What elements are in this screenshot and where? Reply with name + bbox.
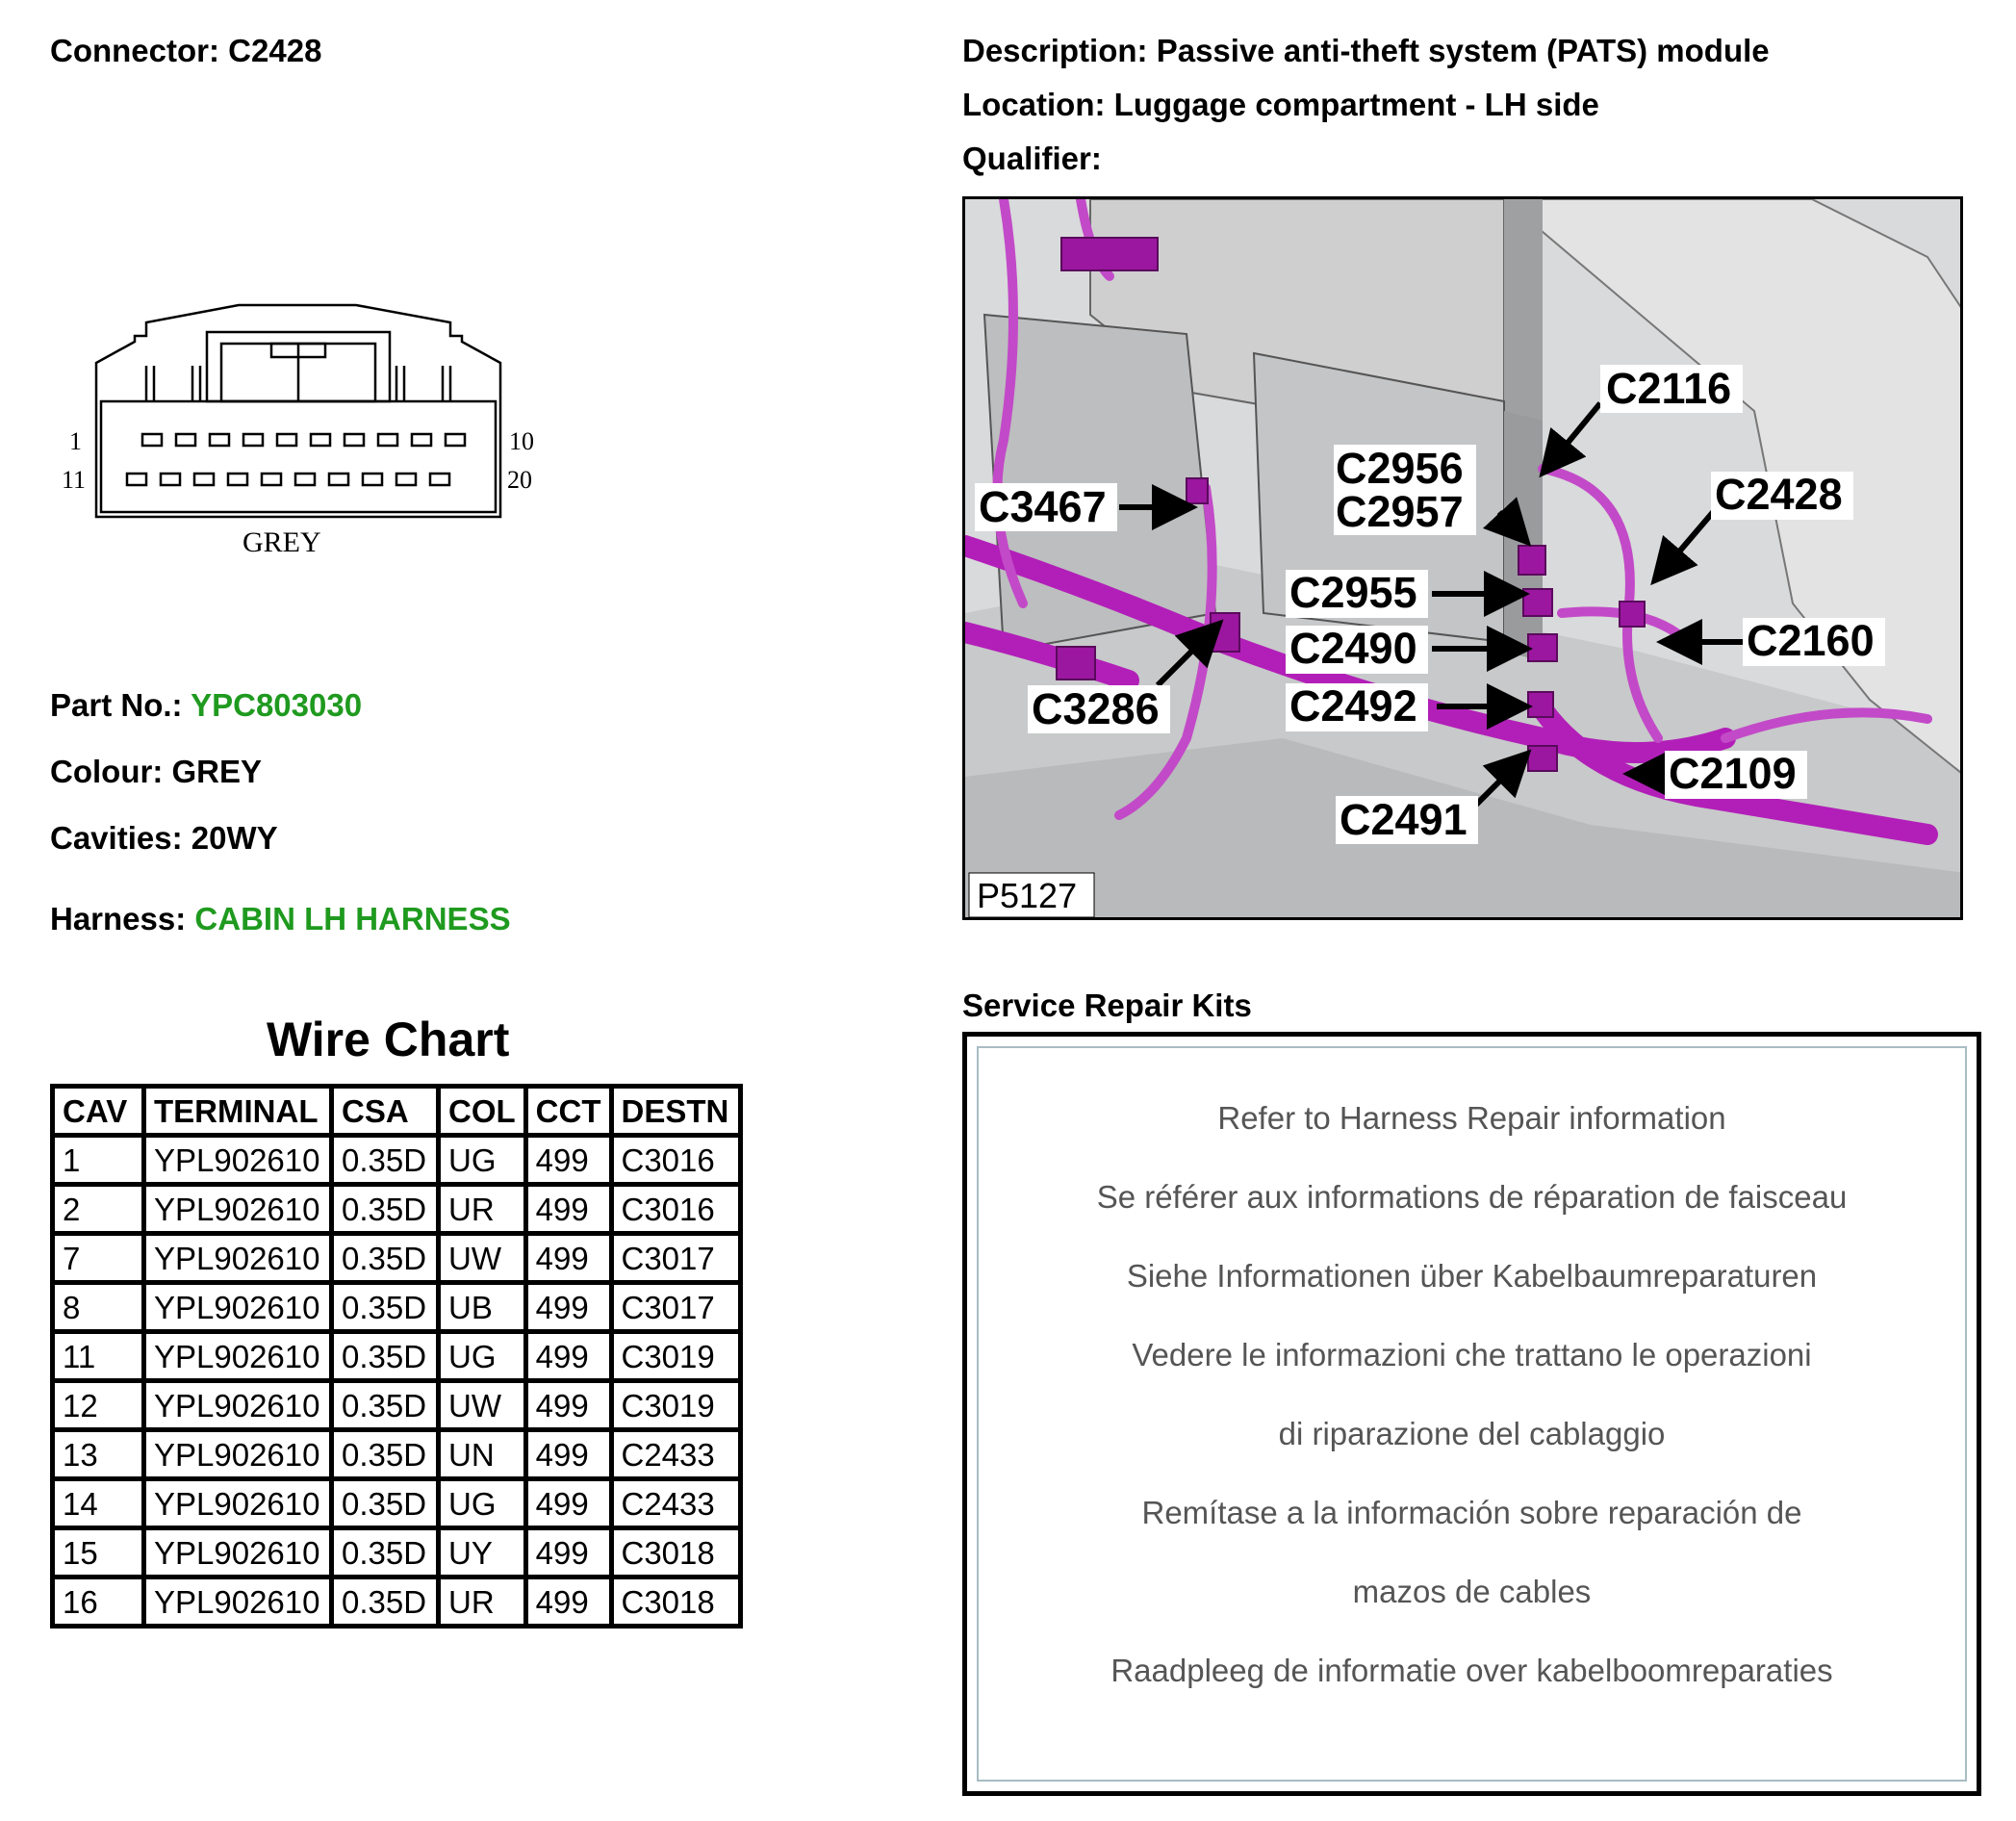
cell-col: UG — [439, 1479, 526, 1528]
callout-c2490: C2490 — [1289, 624, 1417, 673]
cell-csa: 0.35D — [332, 1185, 439, 1234]
colour-value: GREY — [171, 754, 263, 789]
cell-cav: 7 — [53, 1234, 144, 1283]
callout-c2109: C2109 — [1669, 749, 1797, 798]
table-row — [53, 1136, 741, 1185]
repair-info-line: Refer to Harness Repair information — [1217, 1100, 1726, 1136]
connector-id: C2428 — [228, 33, 322, 68]
table-row — [53, 1479, 741, 1528]
repair-info-line: mazos de cables — [1352, 1574, 1592, 1609]
cell-col: UB — [439, 1283, 526, 1332]
part-number: Part No.: YPC803030 — [50, 687, 363, 723]
cell-cct: 499 — [525, 1283, 611, 1332]
table-header-row — [53, 1087, 741, 1136]
cell-cav: 15 — [53, 1528, 144, 1577]
cell-terminal: YPL902610 — [144, 1479, 332, 1528]
cell-col: UG — [439, 1136, 526, 1185]
cell-terminal: YPL902610 — [144, 1430, 332, 1479]
cell-cav: 12 — [53, 1381, 144, 1430]
cell-destn: C3019 — [611, 1332, 740, 1381]
photo-ref-code: P5127 — [977, 876, 1078, 915]
column-header-cct: CCT — [525, 1087, 611, 1136]
column-header-cav: CAV — [53, 1087, 144, 1136]
callout-c2492: C2492 — [1289, 681, 1417, 731]
cell-terminal: YPL902610 — [144, 1283, 332, 1332]
cell-cav: 13 — [53, 1430, 144, 1479]
table-row — [53, 1577, 741, 1627]
colour-info: Colour: GREY — [50, 754, 263, 789]
service-repair-kits-title: Service Repair Kits — [962, 987, 1252, 1023]
cell-cav: 1 — [53, 1136, 144, 1185]
callout-c2116: C2116 — [1606, 364, 1732, 413]
pin-row-bottom — [127, 474, 449, 485]
cell-csa: 0.35D — [332, 1479, 439, 1528]
cell-terminal: YPL902610 — [144, 1136, 332, 1185]
cell-cav: 2 — [53, 1185, 144, 1234]
location-photo — [962, 196, 1963, 920]
cell-destn: C3018 — [611, 1528, 740, 1577]
pin-label-20: 20 — [507, 466, 532, 494]
location-heading: Location: Luggage compartment - LH side — [962, 87, 1599, 122]
connector-colour-label: GREY — [242, 526, 321, 558]
cell-col: UR — [439, 1577, 526, 1627]
cell-csa: 0.35D — [332, 1234, 439, 1283]
cell-col: UR — [439, 1185, 526, 1234]
repair-info-line: Raadpleeg de informatie over kabelboomreparaties — [1110, 1653, 1833, 1688]
callout-c2160: C2160 — [1747, 616, 1875, 665]
cell-cct: 499 — [525, 1234, 611, 1283]
cavities-info: Cavities: 20WY — [50, 820, 278, 856]
cell-destn: C2433 — [611, 1430, 740, 1479]
callout-c2428: C2428 — [1715, 470, 1843, 519]
cavities-value: 20WY — [191, 820, 278, 856]
cell-csa: 0.35D — [332, 1528, 439, 1577]
wire-chart-table — [50, 1084, 743, 1629]
cell-csa: 0.35D — [332, 1381, 439, 1430]
connector-heading: Connector: C2428 — [50, 33, 322, 68]
pin-label-1: 1 — [69, 427, 82, 455]
cell-cct: 499 — [525, 1332, 611, 1381]
harness-value: CABIN LH HARNESS — [194, 901, 511, 936]
cell-terminal: YPL902610 — [144, 1577, 332, 1627]
column-header-col: COL — [439, 1087, 526, 1136]
callout-c2491: C2491 — [1340, 795, 1467, 844]
cell-cav: 8 — [53, 1283, 144, 1332]
cell-destn: C3016 — [611, 1136, 740, 1185]
repair-info-line: Vedere le informazioni che trattano le operazioni — [1132, 1337, 1812, 1372]
cell-col: UG — [439, 1332, 526, 1381]
repair-info-line: di riparazione del cablaggio — [1278, 1416, 1666, 1451]
callout-c2955: C2955 — [1289, 568, 1417, 617]
table-row — [53, 1185, 741, 1234]
cell-destn: C3017 — [611, 1283, 740, 1332]
cell-cav: 11 — [53, 1332, 144, 1381]
cell-cct: 499 — [525, 1381, 611, 1430]
cell-csa: 0.35D — [332, 1283, 439, 1332]
harness-info: Harness: CABIN LH HARNESS — [50, 901, 511, 936]
wire-chart-title: Wire Chart — [267, 1013, 510, 1066]
cell-destn: C3017 — [611, 1234, 740, 1283]
cell-destn: C3019 — [611, 1381, 740, 1430]
table-row — [53, 1430, 741, 1479]
column-header-terminal: TERMINAL — [144, 1087, 332, 1136]
table-row — [53, 1234, 741, 1283]
service-repair-kits-box — [962, 1032, 1981, 1796]
qualifier-heading: Qualifier: — [962, 141, 1102, 176]
pin-label-11: 11 — [62, 466, 87, 494]
cell-csa: 0.35D — [332, 1577, 439, 1627]
cell-col: UW — [439, 1234, 526, 1283]
part-number-value: YPC803030 — [191, 687, 363, 723]
cell-csa: 0.35D — [332, 1136, 439, 1185]
callout-c2957: C2957 — [1336, 487, 1464, 536]
cell-cct: 499 — [525, 1185, 611, 1234]
cell-terminal: YPL902610 — [144, 1234, 332, 1283]
callout-c3286: C3286 — [1032, 684, 1160, 733]
cell-csa: 0.35D — [332, 1430, 439, 1479]
service-repair-kits-inner — [977, 1046, 1967, 1782]
cell-cct: 499 — [525, 1430, 611, 1479]
cell-csa: 0.35D — [332, 1332, 439, 1381]
table-row — [53, 1528, 741, 1577]
pin-row-top — [142, 434, 465, 446]
column-header-destn: DESTN — [611, 1087, 740, 1136]
cell-cav: 14 — [53, 1479, 144, 1528]
cell-cct: 499 — [525, 1528, 611, 1577]
table-row — [53, 1381, 741, 1430]
callout-c3467: C3467 — [979, 482, 1107, 531]
cell-cct: 499 — [525, 1577, 611, 1627]
connector-face-diagram — [58, 294, 539, 568]
cell-terminal: YPL902610 — [144, 1528, 332, 1577]
cell-col: UY — [439, 1528, 526, 1577]
cell-destn: C3018 — [611, 1577, 740, 1627]
repair-info-line: Remítase a la información sobre reparación de — [1141, 1495, 1802, 1530]
location-value: Luggage compartment - LH side — [1113, 87, 1599, 122]
pin-label-10: 10 — [509, 427, 534, 455]
repair-info-line: Siehe Informationen über Kabelbaumreparaturen — [1126, 1258, 1818, 1294]
column-header-csa: CSA — [332, 1087, 439, 1136]
callout-c2956: C2956 — [1336, 444, 1464, 493]
cell-col: UN — [439, 1430, 526, 1479]
cell-cct: 499 — [525, 1136, 611, 1185]
cell-terminal: YPL902610 — [144, 1185, 332, 1234]
cell-destn: C2433 — [611, 1479, 740, 1528]
cell-cav: 16 — [53, 1577, 144, 1627]
repair-info-line: Se référer aux informations de réparation de faisceau — [1096, 1179, 1848, 1215]
cell-col: UW — [439, 1381, 526, 1430]
cell-terminal: YPL902610 — [144, 1332, 332, 1381]
table-row — [53, 1283, 741, 1332]
table-row — [53, 1332, 741, 1381]
cell-terminal: YPL902610 — [144, 1381, 332, 1430]
location-illustration — [965, 199, 1963, 920]
description-heading: Description: Passive anti-theft system (PATS) module — [962, 33, 1770, 68]
cell-cct: 499 — [525, 1479, 611, 1528]
description-value: Passive anti-theft system (PATS) module — [1156, 33, 1770, 68]
cell-destn: C3016 — [611, 1185, 740, 1234]
